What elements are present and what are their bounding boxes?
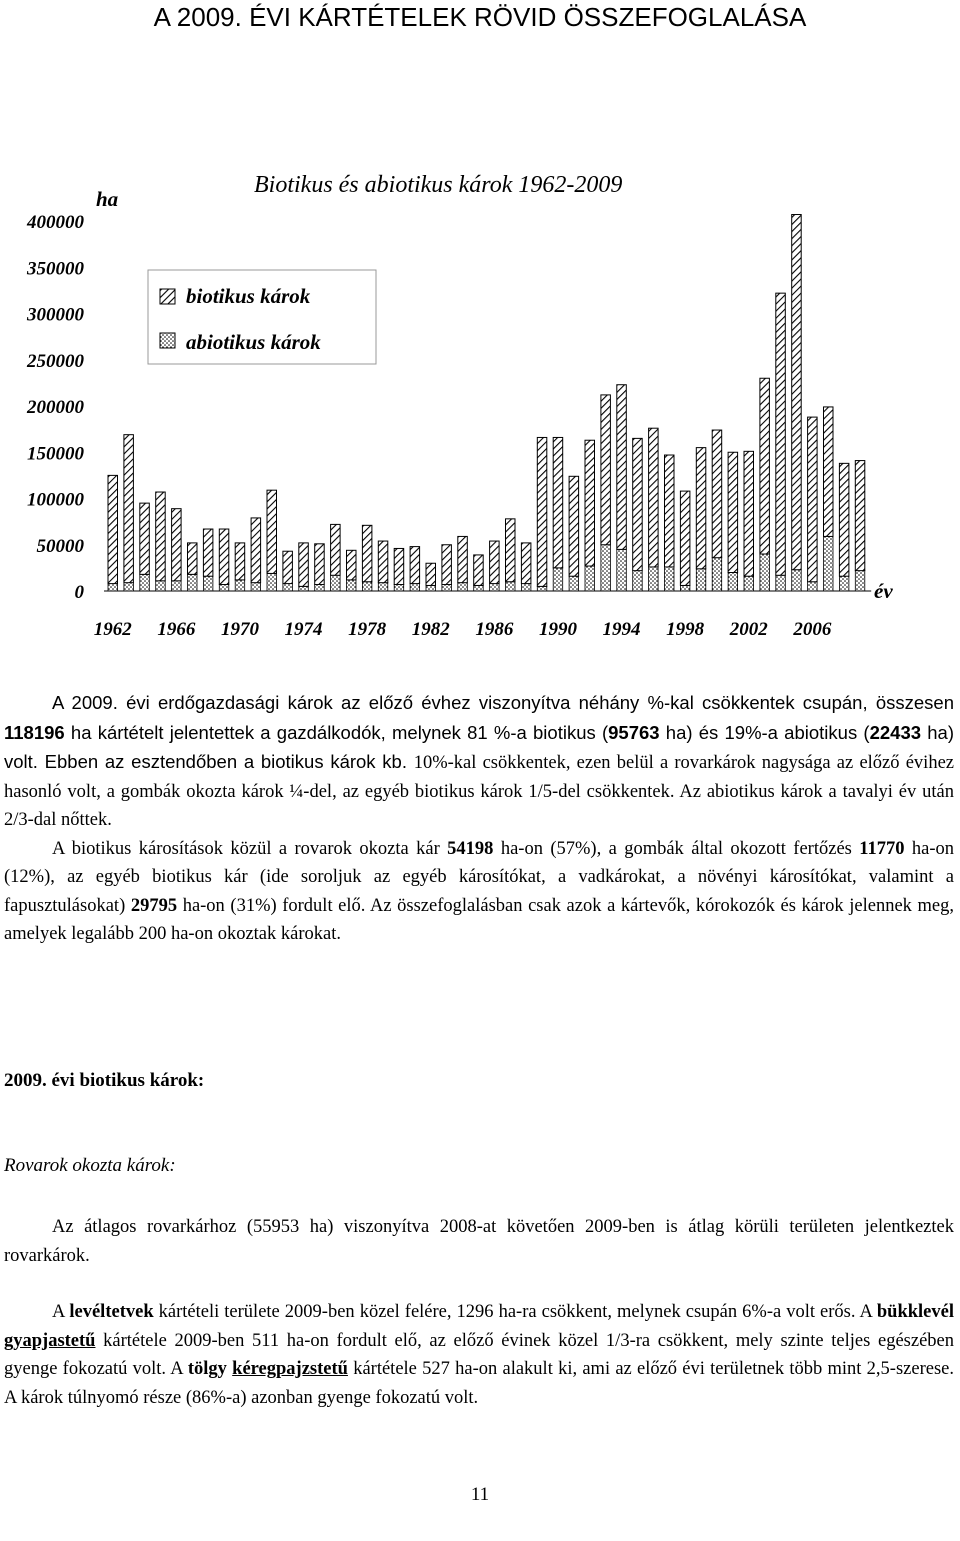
- bar-abiotikus: [362, 582, 372, 591]
- bar-abiotikus: [203, 576, 213, 591]
- bar-biotikus: [728, 452, 738, 572]
- bar-abiotikus: [680, 585, 690, 591]
- x-tick-label: 1986: [475, 619, 514, 640]
- bar-biotikus: [219, 529, 229, 585]
- paragraph-4: [4, 1298, 954, 1412]
- bar-biotikus: [633, 438, 643, 570]
- text-run: gyapjastetű: [4, 1330, 96, 1351]
- bar-biotikus: [553, 437, 563, 567]
- text-run: kártételi területe 2009-ben közel felére, 1296 ha-ra csökkent, melynek csupán 6%-a volt erős. A: [153, 1302, 877, 1322]
- bar-abiotikus: [251, 583, 261, 591]
- bar-biotikus: [299, 543, 309, 586]
- bar-biotikus: [824, 407, 834, 537]
- bar-abiotikus: [839, 576, 849, 591]
- bar-abiotikus: [506, 582, 516, 591]
- bar-biotikus: [442, 545, 452, 585]
- bar-biotikus: [537, 437, 547, 586]
- x-axis-ticks: [94, 619, 832, 640]
- bar-abiotikus: [140, 574, 150, 591]
- x-axis-label: év: [874, 579, 893, 603]
- paragraph-3: [4, 1213, 954, 1270]
- bar-abiotikus: [569, 576, 579, 591]
- bar-abiotikus: [521, 584, 531, 591]
- bar-biotikus: [362, 525, 372, 581]
- bar-biotikus: [172, 509, 182, 581]
- bar-abiotikus: [156, 581, 166, 591]
- bar-abiotikus: [537, 586, 547, 591]
- bar-biotikus: [458, 536, 468, 582]
- bar-biotikus: [521, 543, 531, 584]
- text-run: bükklevél: [876, 1302, 954, 1322]
- bar-biotikus: [108, 475, 118, 583]
- legend-swatch-abiotikus: [160, 333, 175, 348]
- bar-biotikus: [347, 550, 357, 580]
- y-tick-label: 100000: [27, 489, 84, 511]
- x-tick-label: 1982: [411, 619, 450, 640]
- text-run: A: [52, 1302, 70, 1322]
- y-tick-label: 50000: [36, 535, 84, 557]
- bar-biotikus: [378, 541, 388, 583]
- text-run: tölgy: [187, 1359, 227, 1379]
- bar-abiotikus: [267, 573, 277, 591]
- bar-abiotikus: [696, 569, 706, 591]
- text-run: 22433: [869, 721, 922, 743]
- bar-abiotikus: [633, 571, 643, 591]
- text-run: ha) és 19%-a abiotikus (: [659, 721, 870, 743]
- chart-title: Biotikus és abiotikus károk 1962-2009: [254, 172, 623, 198]
- bar-abiotikus: [712, 558, 722, 591]
- text-run: 54198: [447, 838, 494, 859]
- bar-biotikus: [426, 563, 436, 585]
- subsection-heading: Rovarok okozta károk:: [4, 1155, 176, 1176]
- bar-abiotikus: [283, 584, 293, 591]
- bar-biotikus: [283, 551, 293, 583]
- bar-biotikus: [188, 543, 198, 574]
- legend-label-abiotikus: abiotikus károk: [186, 330, 321, 354]
- bar-abiotikus: [617, 549, 627, 591]
- x-tick-label: 1966: [157, 619, 196, 640]
- bar-biotikus: [792, 215, 802, 570]
- y-axis-ticks: [26, 212, 85, 603]
- bar-abiotikus: [808, 582, 818, 591]
- text-run: A biotikus károsítások közül a rovarok okozta kár: [52, 838, 448, 859]
- bar-abiotikus: [824, 536, 834, 591]
- bar-abiotikus: [665, 567, 675, 591]
- bar-abiotikus: [855, 571, 865, 591]
- bar-abiotikus: [760, 554, 770, 591]
- bar-biotikus: [156, 492, 166, 581]
- y-tick-label: 0: [74, 582, 84, 603]
- bar-biotikus: [331, 524, 341, 575]
- bar-abiotikus: [410, 584, 420, 591]
- paragraph-insects: [4, 1213, 954, 1270]
- x-tick-label: 1978: [348, 619, 387, 640]
- bar-abiotikus: [315, 585, 325, 591]
- bar-abiotikus: [744, 576, 754, 591]
- page-number: 11: [470, 1484, 490, 1505]
- text-run: 29795: [130, 895, 178, 916]
- bar-abiotikus: [490, 584, 500, 591]
- bar-biotikus: [776, 293, 786, 575]
- bar-biotikus: [410, 547, 420, 584]
- bar-biotikus: [315, 544, 325, 585]
- legend-swatch-biotikus: [160, 289, 175, 304]
- bar-biotikus: [203, 529, 213, 576]
- bar-abiotikus: [442, 585, 452, 591]
- bar-abiotikus: [347, 580, 357, 591]
- bar-biotikus: [839, 463, 849, 576]
- page-title: A 2009. ÉVI KÁRTÉTELEK RÖVID ÖSSZEFOGLALÁSA: [153, 2, 807, 32]
- paragraph-summary: [4, 689, 954, 949]
- x-tick-label: 1994: [602, 619, 641, 640]
- text-run: ha-on (31%) fordult elő. Az összefoglalásban csak azok a kártevők, kórokozók és károk jelennek meg, amelyek legalább 200 ha-on okoztak károkat.: [4, 895, 954, 944]
- y-tick-label: 200000: [27, 397, 84, 418]
- bar-abiotikus: [474, 585, 484, 591]
- y-axis-label: ha: [96, 187, 119, 211]
- bar-abiotikus: [458, 583, 468, 591]
- bar-biotikus: [601, 395, 611, 545]
- bar-abiotikus: [378, 583, 388, 591]
- x-tick-label: 2002: [729, 619, 768, 640]
- bar-biotikus: [680, 491, 690, 585]
- bar-abiotikus: [108, 584, 118, 591]
- bar-biotikus: [855, 461, 865, 571]
- x-tick-label: 1962: [93, 619, 132, 640]
- x-tick-label: 2006: [793, 619, 832, 640]
- chart-legend: [148, 270, 376, 364]
- bar-biotikus: [251, 518, 261, 583]
- damage-bar-chart: [0, 160, 960, 650]
- bar-biotikus: [235, 543, 245, 580]
- y-tick-label: 350000: [27, 258, 84, 280]
- bar-biotikus: [712, 430, 722, 558]
- bar-abiotikus: [331, 575, 341, 591]
- bar-biotikus: [696, 448, 706, 569]
- bar-abiotikus: [585, 566, 595, 591]
- section-heading: 2009. évi biotikus károk:: [4, 1070, 205, 1091]
- bar-abiotikus: [426, 585, 436, 591]
- bar-biotikus: [140, 503, 150, 574]
- text-run: ha-on (57%), a gombák által okozott fertőzés: [493, 838, 860, 859]
- bar-abiotikus: [172, 581, 182, 591]
- bar-abiotikus: [299, 586, 309, 591]
- text-run: ha kártételt jelentettek a gazdálkodók, melynek 81 %-a biotikus (: [64, 721, 609, 743]
- bar-abiotikus: [235, 580, 245, 591]
- paragraph-aphids: [4, 1298, 954, 1412]
- x-tick-label: 1974: [284, 619, 323, 640]
- text-run: kártétele 527 ha-on alakult ki, ami az előző évi területnek több mint 2,5-szerese. A károk túlnyomó része (86%-a) azonban gyenge fokozatú volt.: [4, 1359, 954, 1408]
- text-run: levéltetvek: [69, 1302, 154, 1322]
- bar-abiotikus: [792, 570, 802, 591]
- bar-abiotikus: [728, 573, 738, 592]
- x-tick-label: 1998: [666, 619, 705, 640]
- bar-biotikus: [617, 385, 627, 550]
- y-tick-label: 400000: [27, 212, 84, 233]
- bar-biotikus: [506, 519, 516, 582]
- y-tick-label: 300000: [27, 304, 84, 326]
- text-run: 95763: [608, 721, 660, 743]
- bar-abiotikus: [649, 567, 659, 591]
- x-tick-label: 1990: [538, 619, 577, 640]
- bar-biotikus: [760, 378, 770, 554]
- text-run: kártétele 2009-ben 511 ha-on fordult elő, az előző évinek közel 1/3-ra csökkent, mely szinte teljes egészében gyenge fokozatú volt. A: [4, 1330, 954, 1379]
- text-run: 10%-kal csökkentek, ezen belül a rovarkárok nagysága az előző évihez hasonló volt, a gombák okozta károk ¼-del, az egyéb biotikus károk 1/5-del csökkentek. Az abiotikus károk a tavalyi év után 2/3-dal nőttek.: [4, 753, 954, 830]
- bar-biotikus: [124, 435, 133, 583]
- bar-abiotikus: [219, 585, 229, 591]
- bar-abiotikus: [394, 585, 404, 591]
- text-run: A 2009. évi erdőgazdasági károk az előző évhez viszonyítva néhány %-kal csökkentek csupán, összesen: [52, 692, 954, 713]
- y-tick-label: 250000: [27, 350, 84, 372]
- legend-label-biotikus: biotikus károk: [186, 284, 311, 308]
- bar-biotikus: [394, 548, 404, 584]
- text-run: 11770: [859, 838, 905, 859]
- text-run: Az átlagos rovarkárhoz (55953 ha) viszonyítva 2008-at követően 2009-ben is átlag körüli területen jelentkeztek rovarkárok.: [4, 1217, 954, 1266]
- bar-biotikus: [649, 428, 659, 567]
- bar-biotikus: [490, 541, 500, 584]
- bar-abiotikus: [553, 568, 563, 591]
- bar-biotikus: [808, 417, 818, 582]
- bar-abiotikus: [124, 583, 133, 591]
- bar-abiotikus: [188, 574, 198, 591]
- text-run: kéregpajzstetű: [232, 1359, 348, 1379]
- bar-biotikus: [267, 490, 277, 573]
- text-run: ha) volt. Ebben az esztendőben a biotikus károk kb.: [4, 721, 954, 772]
- bar-biotikus: [585, 440, 595, 566]
- y-tick-label: 150000: [27, 443, 84, 465]
- bar-biotikus: [474, 555, 484, 586]
- text-run: ha-on (12%), az egyéb biotikus kár (ide soroljuk az egyéb károsítókat, a vadkárokat, a növényi károsítókat, valamint a fapusztulásokat): [4, 838, 955, 916]
- x-tick-label: 1970: [220, 619, 259, 640]
- bar-biotikus: [665, 455, 675, 567]
- bar-abiotikus: [776, 575, 786, 591]
- bar-abiotikus: [601, 545, 611, 591]
- paragraph-1: [4, 689, 954, 835]
- text-run: 118196: [4, 721, 65, 743]
- bar-biotikus: [744, 451, 754, 576]
- paragraph-2: [4, 835, 954, 949]
- bar-biotikus: [569, 476, 579, 576]
